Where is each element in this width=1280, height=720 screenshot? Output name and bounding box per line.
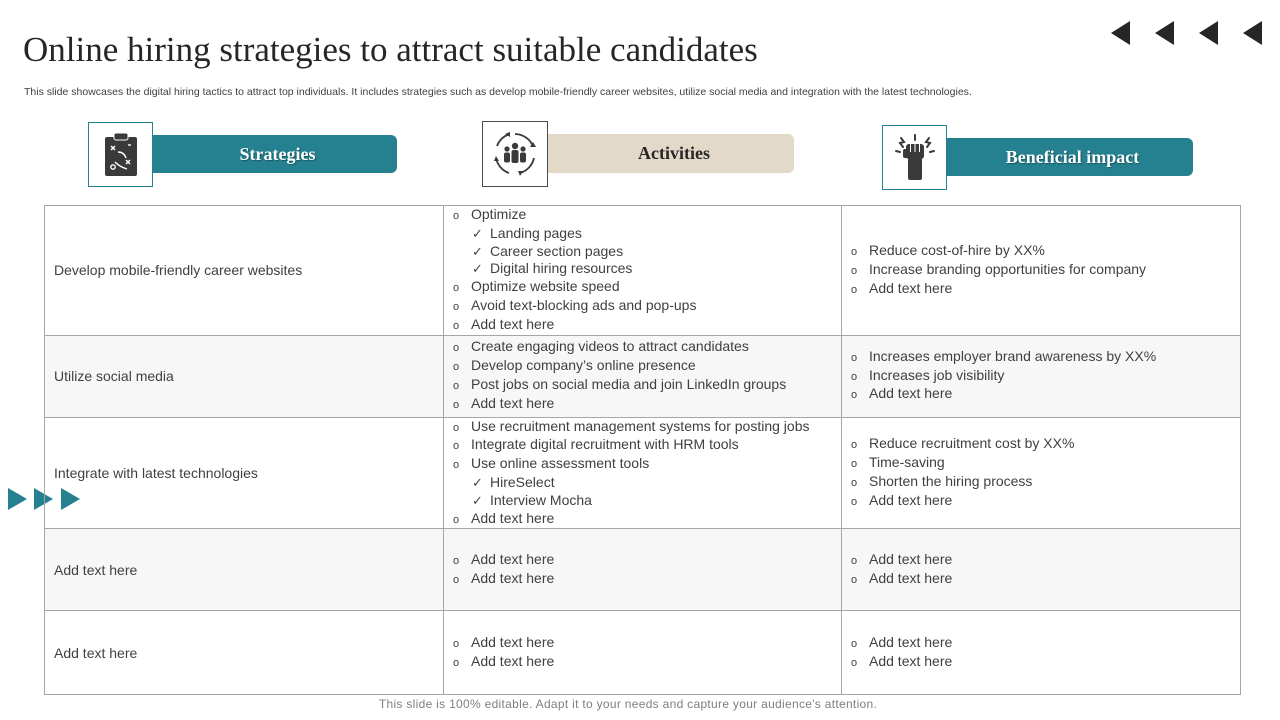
impact-item (851, 435, 1240, 454)
header-strategies-iconbox (88, 122, 153, 187)
activity-item (453, 436, 841, 455)
circle-bullet-icon: o (453, 210, 460, 222)
activity-text: Add text here (471, 394, 555, 411)
strategy-clipboard-icon (102, 132, 140, 178)
impact-text: Add text here (869, 385, 953, 402)
circle-bullet-icon: o (453, 398, 460, 411)
checkmark-icon: ✓ (472, 261, 483, 277)
activity-item (453, 653, 841, 672)
activity-text: Landing pages (490, 224, 582, 241)
impact-text: Increases employer brand awareness by XX% (869, 347, 1157, 364)
header-strategies-label: Strategies (144, 135, 397, 173)
strategy-cell: Develop mobile-friendly career websites (45, 206, 444, 336)
circle-bullet-icon: o (453, 656, 460, 669)
activity-item (453, 225, 841, 243)
circle-bullet-icon: o (851, 370, 858, 383)
activity-item (453, 338, 841, 357)
activity-text: Use online assessment tools (471, 455, 650, 472)
header-activities-label: Activities (540, 134, 794, 173)
raised-fist-icon (893, 134, 937, 182)
circle-bullet-icon: o (453, 638, 460, 651)
impact-cell (842, 529, 1241, 611)
checkmark-icon: ✓ (472, 243, 483, 259)
activity-text: Add text here (471, 569, 555, 586)
impact-cell (842, 417, 1241, 529)
circle-bullet-icon: o (851, 283, 858, 296)
impact-item (851, 261, 1240, 280)
activity-text: Add text here (471, 551, 555, 568)
activities-cell (444, 335, 842, 417)
impact-text: Add text here (869, 551, 953, 568)
circle-bullet-icon: o (851, 351, 858, 364)
circle-bullet-icon: o (453, 300, 460, 313)
team-activities-icon (492, 131, 538, 177)
activity-text: Digital hiring resources (490, 260, 633, 277)
circle-bullet-icon: o (851, 476, 858, 489)
activity-item (453, 260, 841, 278)
table-row (45, 206, 1241, 336)
activity-text: Add text here (471, 315, 555, 332)
impact-item (851, 473, 1240, 492)
header-strategies (88, 122, 398, 188)
strategy-cell: Utilize social media (45, 335, 444, 417)
impact-text: Reduce recruitment cost by XX% (869, 435, 1075, 452)
activity-item (453, 510, 841, 529)
impact-text: Increase branding opportunities for company (869, 260, 1147, 277)
circle-bullet-icon: o (453, 513, 460, 526)
circle-bullet-icon: o (453, 421, 460, 434)
table-row (45, 335, 1241, 417)
activities-cell (444, 611, 842, 695)
impact-item (851, 348, 1240, 367)
circle-bullet-icon: o (851, 439, 858, 452)
activity-item (453, 278, 841, 297)
activity-item (453, 357, 841, 376)
circle-bullet-icon: o (453, 342, 460, 355)
circle-bullet-icon: o (851, 495, 858, 508)
activity-item (453, 206, 841, 225)
impact-text: Add text here (869, 652, 953, 669)
impact-cell (842, 335, 1241, 417)
activity-text: Create engaging videos to attract candidates (471, 338, 749, 355)
activity-item (453, 297, 841, 316)
circle-bullet-icon: o (851, 389, 858, 402)
activity-text: Interview Mocha (490, 491, 592, 508)
activity-item (453, 243, 841, 261)
impact-text: Time-saving (869, 454, 945, 471)
circle-bullet-icon: o (453, 555, 460, 568)
activity-text: Integrate digital recruitment with HRM tools (471, 436, 739, 453)
activity-text: Add text here (471, 634, 555, 651)
circle-bullet-icon: o (851, 638, 858, 651)
circle-bullet-icon: o (453, 380, 460, 393)
table-row (45, 417, 1241, 529)
footer-note: This slide is 100% editable. Adapt it to your needs and capture your audience's attention. (378, 697, 878, 711)
impact-text: Add text here (869, 569, 953, 586)
header-activities-iconbox (482, 121, 548, 187)
activity-text: Optimize website speed (471, 278, 620, 295)
strategy-cell: Add text here (45, 611, 444, 695)
circle-bullet-icon: o (453, 319, 460, 332)
impact-item (851, 570, 1240, 589)
impact-text: Reduce cost-of-hire by XX% (869, 242, 1045, 259)
table-row (45, 529, 1241, 611)
circle-bullet-icon: o (453, 282, 460, 295)
impact-item (851, 385, 1240, 404)
header-activities (482, 121, 795, 187)
impact-item (851, 653, 1240, 672)
activity-item (453, 418, 841, 437)
impact-text: Shorten the hiring process (869, 472, 1033, 489)
circle-bullet-icon: o (453, 440, 460, 453)
circle-bullet-icon: o (851, 573, 858, 586)
checkmark-icon: ✓ (472, 492, 483, 508)
circle-bullet-icon: o (453, 459, 460, 472)
activity-item (453, 376, 841, 395)
impact-item (851, 551, 1240, 570)
impact-text: Add text here (869, 279, 953, 296)
circle-bullet-icon: o (453, 573, 460, 586)
page-subtitle: This slide showcases the digital hiring tactics to attract top individuals. It includes strategies such as develop mobile-friendly career websites, utilize social media and integration with the latest technologies. (24, 86, 972, 98)
impact-text: Add text here (869, 491, 953, 508)
activity-text: Add text here (471, 652, 555, 669)
activity-text: HireSelect (490, 473, 555, 490)
checkmark-icon: ✓ (472, 225, 483, 241)
decorative-arrows-top-icon (1108, 18, 1280, 48)
circle-bullet-icon: o (851, 656, 858, 669)
circle-bullet-icon: o (851, 555, 858, 568)
activity-item (453, 455, 841, 474)
activity-text: Develop company’s online presence (471, 357, 696, 374)
circle-bullet-icon: o (851, 264, 858, 277)
impact-item (851, 367, 1240, 386)
impact-item (851, 242, 1240, 261)
impact-item (851, 492, 1240, 511)
impact-text: Increases job visibility (869, 366, 1005, 383)
strategy-cell: Integrate with latest technologies (45, 417, 444, 529)
header-impact-label: Beneficial impact (940, 138, 1193, 176)
impact-text: Add text here (869, 634, 953, 651)
impact-item (851, 280, 1240, 299)
activity-text: Use recruitment management systems for posting jobs (471, 417, 810, 434)
activity-text: Career section pages (490, 242, 624, 259)
header-impact (882, 125, 1194, 191)
activity-text: Add text here (471, 509, 555, 526)
activity-item (453, 551, 841, 570)
activity-text: Avoid text-blocking ads and pop-ups (471, 296, 697, 313)
strategy-table (44, 205, 1241, 695)
table-row (45, 611, 1241, 695)
strategy-cell: Add text here (45, 529, 444, 611)
activity-item (453, 395, 841, 414)
activity-text: Post jobs on social media and join LinkedIn groups (471, 376, 787, 393)
activity-item (453, 316, 841, 335)
checkmark-icon: ✓ (472, 474, 483, 490)
page-title: Online hiring strategies to attract suitable candidates (23, 30, 758, 69)
activity-text: Optimize (471, 206, 527, 222)
circle-bullet-icon: o (851, 246, 858, 259)
activity-item (453, 474, 841, 492)
activity-item (453, 492, 841, 510)
circle-bullet-icon: o (453, 361, 460, 374)
activity-item (453, 634, 841, 653)
impact-cell (842, 206, 1241, 336)
activities-cell (444, 206, 842, 336)
circle-bullet-icon: o (851, 458, 858, 471)
header-impact-iconbox (882, 125, 947, 190)
impact-item (851, 454, 1240, 473)
impact-item (851, 634, 1240, 653)
activities-cell (444, 529, 842, 611)
impact-cell (842, 611, 1241, 695)
activity-item (453, 570, 841, 589)
activities-cell (444, 417, 842, 529)
